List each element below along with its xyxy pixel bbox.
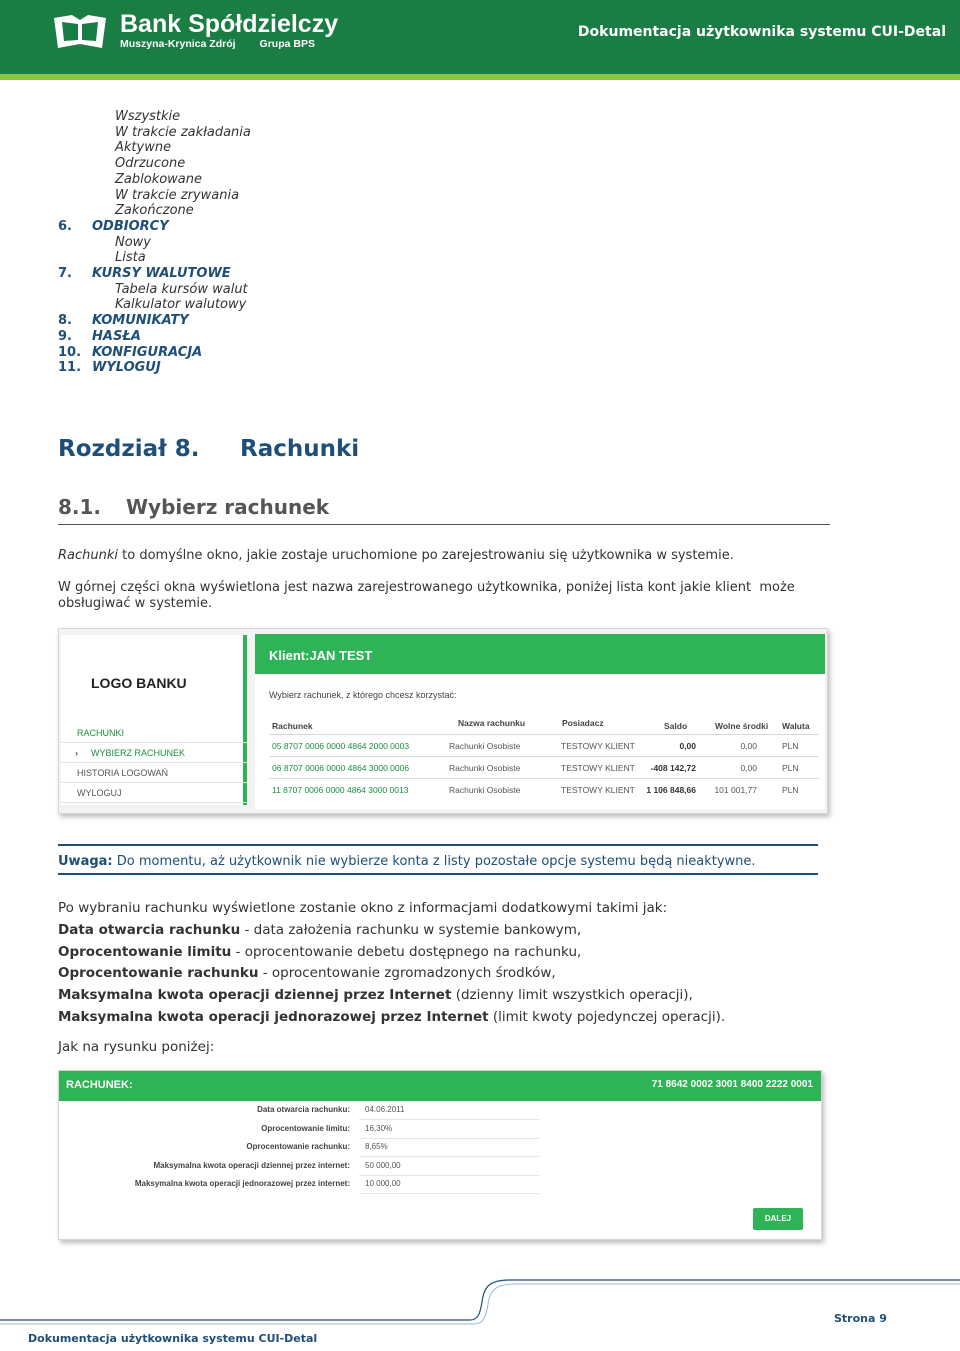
- detail-row: [59, 1139, 821, 1157]
- menu-subitem: Tabela kursów walut: [115, 281, 248, 297]
- menu-item: [58, 266, 251, 282]
- menu-subitem: Zakończone: [115, 203, 194, 219]
- paragraph-intro: [58, 548, 734, 564]
- menu-subitem: Zablokowane: [115, 171, 203, 187]
- account-details-title: RACHUNEK:: [66, 1079, 133, 1091]
- menu-item: [58, 329, 251, 345]
- paragraph-description-line2: obsługiwać w systemie.: [58, 596, 213, 611]
- details-item: [58, 920, 725, 942]
- detail-row: [59, 1121, 821, 1139]
- detail-label: Oprocentowanie limitu:: [261, 1123, 350, 1133]
- bank-group: Grupa BPS: [259, 38, 315, 50]
- menu-item-label: ODBIORCY: [92, 218, 169, 234]
- menu-item: [58, 313, 251, 329]
- menu-subitem: Nowy: [115, 234, 152, 250]
- details-item-term: Maksymalna kwota operacji dziennej przez Internet: [58, 987, 452, 1004]
- nav-item-wybierz-rachunek[interactable]: [61, 743, 247, 763]
- balance-cell: 0,00: [679, 741, 696, 751]
- nav-item-wyloguj[interactable]: WYLOGUJ: [61, 783, 247, 803]
- footer-curve: [0, 1272, 960, 1332]
- menu-item-number: 8.: [58, 313, 72, 329]
- select-account-prompt: Wybierz rachunek, z którego chcesz korzystać:: [269, 690, 457, 700]
- details-item: [58, 1007, 725, 1029]
- menu-item-number: 7.: [58, 266, 72, 282]
- nav-item-historia-logowan[interactable]: HISTORIA LOGOWAŃ: [61, 763, 247, 783]
- note-label: Uwaga:: [58, 854, 113, 869]
- detail-label: Data otwarcia rachunku:: [257, 1105, 350, 1114]
- client-bar: [255, 634, 825, 674]
- menu-item-number: 6.: [58, 218, 72, 234]
- table-cell: Rachunki Osobiste: [449, 763, 521, 773]
- details-item-desc: - data założenia rachunku w systemie bankowym,: [240, 921, 582, 938]
- nav-item-wybierz-rachunek-label: WYBIERZ RACHUNEK: [91, 748, 186, 758]
- note-box: [58, 844, 818, 875]
- nav-item-rachunki[interactable]: RACHUNKI: [61, 723, 247, 743]
- detail-label: Maksymalna kwota operacji jednorazowej przez internet:: [134, 1179, 350, 1188]
- menu-item-number: 9.: [58, 328, 72, 344]
- chevron-right-icon: ›: [75, 748, 78, 758]
- account-selection-screenshot: [58, 628, 828, 814]
- paragraph-intro-italic: Rachunki: [58, 548, 119, 563]
- detail-row: [59, 1176, 821, 1194]
- table-cell: 0,00: [740, 763, 757, 773]
- table-cell: PLN: [782, 763, 799, 773]
- paragraph-description-line1: W górnej części okna wyświetlona jest nazwa zarejestrowanego użytkownika, poniżej lista kont jakie klient może: [58, 580, 795, 595]
- detail-row: [59, 1158, 821, 1176]
- section-heading: [58, 495, 830, 525]
- detail-value: 16,30%: [365, 1123, 393, 1133]
- menu-item-number: 11.: [58, 360, 82, 376]
- footer-doc-title: Dokumentacja użytkownika systemu CUI-Detal: [28, 1332, 318, 1345]
- table-cell: PLN: [782, 785, 799, 795]
- menu-item-label: KOMUNIKATY: [92, 313, 189, 329]
- paragraph-intro-rest: to domyślne okno, jakie zostaje uruchomione po zarejestrowaniu się użytkownika w systemie.: [118, 548, 734, 563]
- table-row[interactable]: [269, 778, 819, 800]
- menu-subitem: Odrzucone: [115, 156, 186, 172]
- details-item-desc: (limit kwoty pojedynczej operacji).: [488, 1008, 726, 1025]
- col-header-nazwa: Nazwa rachunku: [458, 718, 526, 728]
- details-item: [58, 942, 725, 964]
- col-header-saldo: Saldo: [664, 721, 688, 731]
- col-header-wolne-srodki: Wolne środki: [715, 721, 769, 731]
- details-intro: Po wybraniu rachunku wyświetlone zostanie okno z informacjami dodatkowymi takimi jak:: [58, 900, 668, 916]
- section-title: Wybierz rachunek: [126, 495, 330, 519]
- col-header-waluta: Waluta: [782, 721, 810, 731]
- account-details-screenshot: [58, 1070, 822, 1240]
- details-item-desc: - oprocentowanie zgromadzonych środków,: [258, 965, 556, 982]
- menu-subitem: Lista: [115, 250, 146, 266]
- page-number: Strona 9: [834, 1312, 887, 1325]
- details-item: [58, 963, 725, 985]
- detail-label: Oprocentowanie rachunku:: [246, 1142, 350, 1151]
- menu-structure-list: [58, 109, 251, 376]
- menu-item: [58, 360, 251, 376]
- chapter-title: Rachunki: [240, 436, 360, 462]
- menu-item: [58, 345, 251, 361]
- note-body: Do momentu, aż użytkownik nie wybierze konta z listy pozostałe opcje systemu będą nieaktywne.: [112, 854, 756, 869]
- menu-item: [58, 219, 251, 235]
- details-item-desc: - oprocentowanie debetu dostępnego na rachunku,: [231, 943, 582, 960]
- menu-subitem: Aktywne: [115, 140, 172, 156]
- account-number-cell[interactable]: 05 8707 0006 0000 4864 2000 0003: [272, 741, 410, 751]
- menu-subitem: Wszystkie: [115, 109, 181, 124]
- menu-subitem: W trakcie zakładania: [115, 124, 251, 140]
- balance-cell: -408 142,72: [650, 763, 696, 773]
- detail-value: 50 000,00: [365, 1160, 401, 1170]
- details-item-desc: (dzienny limit wszystkich operacji),: [451, 987, 693, 1004]
- bank-location: Muszyna-Krynica Zdrój: [120, 38, 236, 50]
- table-cell: TESTOWY KLIENT: [561, 741, 635, 751]
- detail-label: Maksymalna kwota operacji dziennej przez internet:: [153, 1160, 350, 1170]
- menu-item-label: WYLOGUJ: [92, 360, 161, 376]
- book-logo-icon: [52, 14, 108, 50]
- menu-subitem: W trakcie zrywania: [115, 187, 240, 203]
- details-item-term: Maksymalna kwota operacji jednorazowej przez Internet: [58, 1008, 489, 1025]
- table-cell: PLN: [782, 741, 799, 751]
- table-cell: TESTOWY KLIENT: [561, 785, 635, 795]
- detail-value: 10 000,00: [365, 1179, 401, 1188]
- details-item: [58, 985, 725, 1007]
- details-item-term: Oprocentowanie limitu: [58, 943, 232, 960]
- balance-cell: 1 106 848,66: [646, 785, 696, 795]
- section-number: 8.1.: [58, 495, 102, 519]
- details-list: [58, 898, 725, 1029]
- chapter-heading: [58, 436, 360, 462]
- col-header-rachunek: Rachunek: [272, 721, 313, 731]
- table-cell: 101 001,77: [714, 785, 757, 795]
- col-header-posiadacz: Posiadacz: [562, 718, 604, 728]
- screenshot-nav: [61, 723, 247, 803]
- details-item-term: Data otwarcia rachunku: [58, 921, 241, 938]
- client-name: Klient:JAN TEST: [269, 648, 373, 663]
- chapter-number: Rozdział 8.: [58, 436, 200, 462]
- next-button[interactable]: DALEJ: [753, 1208, 803, 1230]
- table-cell: Rachunki Osobiste: [449, 741, 521, 751]
- screenshot-main: [255, 634, 825, 809]
- menu-subitem: Kalkulator walutowy: [115, 297, 247, 313]
- account-number: 71 8642 0002 3001 8400 2222 0001: [651, 1079, 813, 1090]
- header-doc-title: Dokumentacja użytkownika systemu CUI-Detal: [577, 24, 946, 40]
- table-row[interactable]: [269, 734, 819, 756]
- bank-logo-placeholder: LOGO BANKU: [91, 675, 187, 691]
- account-number-cell[interactable]: 06 8707 0006 0000 4864 3000 0006: [272, 763, 410, 773]
- screenshot-sidebar: [61, 635, 247, 805]
- menu-item-label: HASŁA: [92, 328, 141, 344]
- note-text: [58, 854, 756, 869]
- menu-item-number: 10.: [58, 344, 82, 360]
- paragraph-description: [58, 580, 878, 612]
- table-cell: 0,00: [740, 741, 757, 751]
- account-number-cell[interactable]: 11 8707 0006 0000 4864 3000 0013: [272, 785, 409, 795]
- bank-subtitle: [120, 38, 315, 50]
- details-item-term: Oprocentowanie rachunku: [58, 965, 259, 982]
- bank-name: Bank Spółdzielczy: [120, 10, 339, 38]
- account-details-bar: [59, 1071, 821, 1101]
- table-cell: TESTOWY KLIENT: [561, 763, 635, 773]
- detail-row: [59, 1102, 821, 1120]
- details-outro: Jak na rysunku poniżej:: [58, 1039, 215, 1055]
- detail-value: 8,65%: [365, 1142, 388, 1151]
- table-cell: Rachunki Osobiste: [449, 785, 521, 795]
- header-accent-line: [0, 74, 960, 80]
- menu-item-label: KONFIGURACJA: [92, 344, 203, 360]
- table-row[interactable]: [269, 756, 819, 778]
- detail-value: 04.06.2011: [365, 1105, 405, 1114]
- page-header: [0, 0, 960, 74]
- menu-item-label: KURSY WALUTOWE: [92, 266, 231, 282]
